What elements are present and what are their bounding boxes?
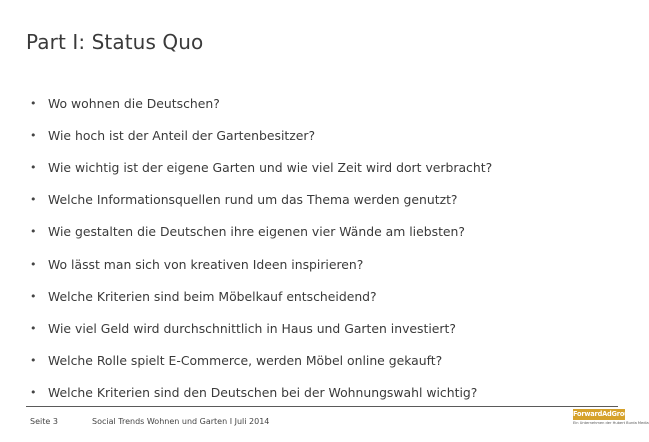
bullet-dot: • bbox=[30, 128, 37, 142]
bullet-item bbox=[30, 87, 492, 119]
bullet-item bbox=[30, 184, 492, 216]
bullet-text: Wie viel Geld wird durchschnittlich in Haus und Garten investiert? bbox=[48, 320, 456, 336]
bullet-item bbox=[30, 280, 492, 312]
bullet-dot: • bbox=[30, 257, 37, 271]
footer-caption: Social Trends Wohnen und Garten I Juli 2014 bbox=[92, 417, 270, 426]
forwardadgroup-logo bbox=[573, 409, 649, 431]
bullet-text: Wie gestalten die Deutschen ihre eigenen vier Wände am liebsten? bbox=[48, 224, 465, 240]
bullet-dot: • bbox=[30, 289, 37, 303]
bullet-item bbox=[30, 151, 492, 183]
bullet-item bbox=[30, 119, 492, 151]
bullet-text: Wie hoch ist der Anteil der Gartenbesitzer? bbox=[48, 127, 316, 143]
bullet-item bbox=[30, 312, 492, 344]
footer-divider bbox=[26, 406, 618, 407]
bullet-text: Wie wichtig ist der eigene Garten und wie viel Zeit wird dort verbracht? bbox=[48, 159, 493, 175]
bullet-dot: • bbox=[30, 160, 37, 174]
bullet-item bbox=[30, 216, 492, 248]
bullet-dot: • bbox=[30, 386, 37, 400]
bullet-list bbox=[30, 87, 492, 409]
logo-wordmark: ForwardAdGroup bbox=[573, 410, 634, 418]
bullet-dot: • bbox=[30, 321, 37, 335]
bullet-text: Welche Kriterien sind den Deutschen bei der Wohnungswahl wichtig? bbox=[48, 385, 478, 401]
bullet-dot: • bbox=[30, 96, 37, 110]
bullet-text: Wo lässt man sich von kreativen Ideen inspirieren? bbox=[48, 256, 364, 272]
slide-title: Part I: Status Quo bbox=[26, 30, 204, 54]
bullet-dot: • bbox=[30, 225, 37, 239]
bullet-text: Welche Rolle spielt E-Commerce, werden Möbel online gekauft? bbox=[48, 353, 443, 369]
bullet-text: Welche Informationsquellen rund um das Thema werden genutzt? bbox=[48, 192, 458, 208]
bullet-item bbox=[30, 345, 492, 377]
bullet-item bbox=[30, 248, 492, 280]
bullet-dot: • bbox=[30, 354, 37, 368]
bullet-text: Welche Kriterien sind beim Möbelkauf entscheidend? bbox=[48, 288, 377, 304]
bullet-text: Wo wohnen die Deutschen? bbox=[48, 95, 220, 111]
bullet-item bbox=[30, 377, 492, 409]
bullet-dot: • bbox=[30, 193, 37, 207]
logo-tagline: Ein Unternehmen der Hubert Burda Media bbox=[573, 421, 649, 425]
page-number: Seite 3 bbox=[30, 417, 58, 426]
